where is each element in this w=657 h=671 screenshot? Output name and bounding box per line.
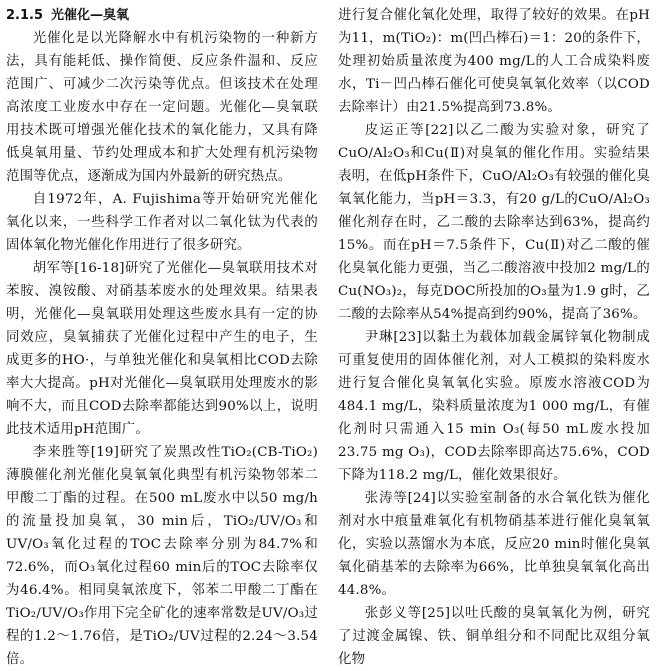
left-column	[6, 4, 318, 671]
paragraph: 胡军等[16-18]研究了光催化—臭氧联用技术对苯胺、溴铵酸、对硝基苯废水的处理效果。结果表明，光催化—臭氧联用处理这些废水具有一定的协同效应，臭氧捕获了光催化过程中产生的电子，生成更多的HO·，与单独光催化和臭氧相比COD去除率大大提高。pH对光催化—臭氧联用处理废水的影响不大，而且COD去除率都能达到90%以上，说明此技术适用pH范围广。	[6, 261, 318, 437]
paragraph-continued: 进行复合催化氧化处理，取得了较好的效果。在pH为11，m(TiO₂)：m(凹凸棒石)＝1：20的条件下，处理初始质量浓度为400 mg/L的人工合成染料废水，Ti－凹凸棒石催化可使臭氧氧化效率（以COD去除率计）由21.5%提高到73.8%。	[338, 8, 650, 115]
paragraph: 光催化是以光降解水中有机污染物的一种新方法，具有能耗低、操作简便、反应条件温和、反应范围广、可减少二次污染等优点。但该技术在处理高浓度工业废水中存在一定问题。光催化—臭氧联用技术既可增强光催化技术的氧化能力，又具有降低臭氧用量、节约处理成本和扩大处理有机污染物范围等优点，逐渐成为国内外最新的研究热点。	[6, 31, 318, 184]
paragraph: 李来胜等[19]研究了炭黑改性TiO₂(CB-TiO₂)薄膜催化剂光催化臭氧氧化典型有机污染物邻苯二甲酸二丁酯的过程。在500 mL废水中以50 mg/h的流量投加臭氧，30 min后，TiO₂/UV/O₃和UV/O₃氧化过程的TOC去除率分别为84.7%和72.6%，而O₃氧化过程60 min后的TOC去除率仅为46.4%。相同臭氧浓度下，邻苯二甲酸二丁酯在TiO₂/UV/O₃作用下完全矿化的速率常数是UV/O₃过程的1.2～1.76倍，是TiO₂/UV过程的2.24～3.54倍。	[6, 445, 318, 667]
section-heading	[6, 4, 318, 27]
right-column	[338, 4, 650, 671]
paragraph: 自1972年，A. Fujishima等开始研究光催化氧化以来，一些科学工作者对以二氧化钛为代表的固体氧化物光催化作用进行了很多研究。	[6, 192, 318, 253]
section-number: 2.1.5	[6, 8, 44, 23]
paragraph: 张彭义等[25]以吐氏酸的臭氧氧化为例，研究了过渡金属镍、铁、铜单组分和不同配比双组分氧化物	[338, 606, 650, 667]
section-title: 光催化—臭氧	[51, 8, 130, 23]
paragraph: 张涛等[24]以实验室制备的水合氧化铁为催化剂对水中痕量难氧化有机物硝基苯进行催化臭氧氧化，实验以蒸馏水为本底，反应20 min时催化臭氧氧化硝基苯的去除率为66%，比单独臭氧氧化高出44.8%。	[338, 491, 650, 598]
paragraph: 皮运正等[22]以乙二酸为实验对象，研究了CuO/Al₂O₃和Cu(Ⅱ)对臭氧的催化作用。实验结果表明，在低pH条件下，CuO/Al₂O₃有较强的催化臭氧氧化能力，当pH＝3.3，有20 g/L的CuO/Al₂O₃催化剂存在时，乙二酸的去除率达到63%，提高约15%。而在pH＝7.5条件下，Cu(Ⅱ)对乙二酸的催化臭氧化能力更强，当乙二酸溶液中投加2 mg/L的Cu(NO₃)₂，每克DOC所投加的O₃量为1.9 g时，乙二酸的去除率从54%提高到约90%，提高了36%。	[338, 123, 650, 322]
paragraph: 尹琳[23]以黏土为载体加载金属锌氧化物制成可重复使用的固体催化剂，对人工模拟的染料废水进行复合催化臭氧氧化实验。原废水溶液COD为484.1 mg/L，染料质量浓度为1 000 mg/L，有催化剂时只需通入15 min O₃(每50 mL废水投加23.75 mg O₃)，COD去除率即高达75.6%，COD下降为118.2 mg/L，催化效果很好。	[338, 330, 650, 483]
